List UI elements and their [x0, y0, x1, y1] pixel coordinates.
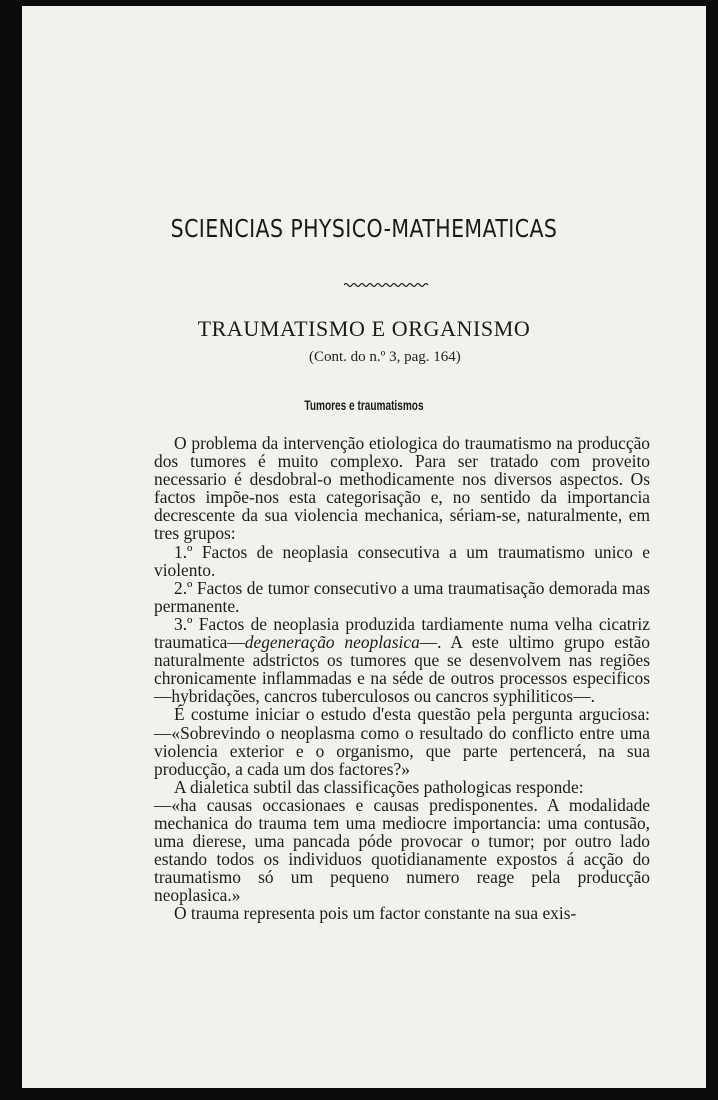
- paragraph: É costume iniciar o estudo d'esta questão pela pergunta arguciosa:—«Sobrevindo o neoplasma como o resultado do conflicto entre uma violencia exterior e o organismo, que parte pertencerá, na sua producção, a cada um dos factores?»: [154, 704, 650, 779]
- wavy-rule-ornament: [344, 281, 430, 289]
- article-title: TRAUMATISMO E ORGANISMO: [197, 316, 531, 341]
- paragraph: O trauma representa pois um factor constante na sua exis-: [174, 903, 577, 924]
- document-page: [22, 6, 706, 1088]
- paragraph-text: —. A este ultimo grupo estão naturalmente adstrictos os tumores que se desenvolvem nas regiões chronicamente inflammadas e na séde de outros processos especificos—hybridações, cancros tuberculosos ou cancros syphiliticos—.: [154, 632, 650, 707]
- section-title: SCIENCIAS PHYSICO-MATHEMATICAS: [170, 214, 558, 243]
- paragraph: 2.º Factos de tumor consecutivo a uma traumatisação demorada mas permanente.: [154, 577, 650, 616]
- paragraph: —«ha causas occasionaes e causas predisponentes. A modalidade mechanica do trauma tem uma mediocre importancia: uma contusão, uma dierese, uma pancada póde provocar o tumor; por outro lado estando todos os individuos quotidianamente expostos á acção do traumatismo só um pequeno numero reage pela producção neoplasica.»: [154, 794, 650, 906]
- paragraph: O problema da intervenção etiologica do traumatismo na producção dos tumores é muito complexo. Para ser tratado com proveito necessario é desdobral-o methodicamente nos diversos aspectos. Os factos impõe-nos esta categorisação e, no sentido da importancia decrescente da sua violencia mechanica, sériam-se, naturalmente, em tres grupos:: [154, 433, 650, 544]
- subheading: Tumores e traumatismos: [304, 397, 424, 413]
- paragraph: [154, 615, 650, 705]
- article-body: [154, 434, 650, 923]
- continuation-note: (Cont. do n.º 3, pag. 164): [309, 349, 461, 365]
- paragraph: A dialetica subtil das classificações pathologicas responde:: [174, 776, 584, 797]
- paragraph-text: 3.º Factos de neoplasia produzida tardiamente numa velha cicatriz traumatica—: [154, 613, 650, 653]
- paragraph: 1.º Factos de neoplasia consecutiva a um traumatismo unico e violento.: [154, 541, 650, 580]
- italic-term: degeneração neoplasica: [244, 632, 420, 653]
